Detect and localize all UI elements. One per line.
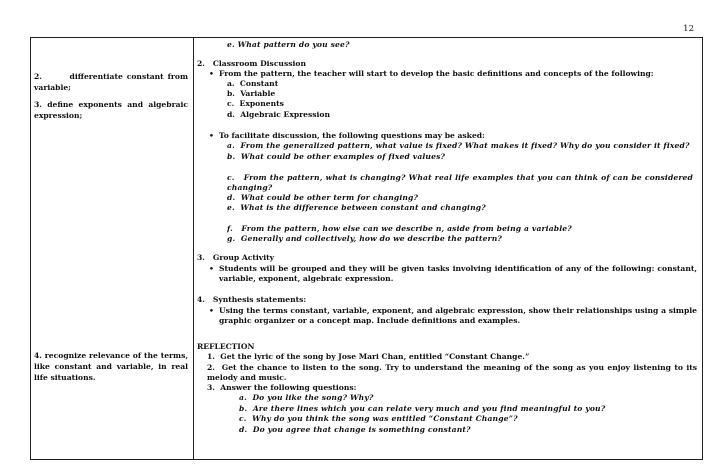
reflection-item-1: 1. Get the lyric of the song by Jose Mari Chan, entitled “Constant Change.” bbox=[207, 352, 530, 361]
question-c: c. From the pattern, what is changing? What real life examples that you can think of can be considered changing? bbox=[227, 173, 693, 193]
question-pattern: e. What pattern do you see? bbox=[227, 40, 350, 49]
question-f: f. From the pattern, how else can we describe n, aside from being a variable? bbox=[227, 224, 572, 233]
question-d: d. What could be other term for changing? bbox=[227, 193, 419, 202]
concept-algebraic-expression: d. Algebraic Expression bbox=[227, 110, 331, 119]
concept-constant: a. Constant bbox=[227, 79, 279, 88]
synthesis-bullet: • Using the terms constant, variable, exponent, and algebraic expression, show their relationships using a simple graphic organizer or a concept map. Include definitions and examples. bbox=[219, 306, 697, 327]
reflection-item-2: 2. Get the chance to listen to the song. Try to understand the meaning of the song as you enjoy listening to its melody and music. bbox=[207, 363, 697, 383]
classroom-bullet-1: • From the pattern, the teacher will start to develop the basic definitions and concepts of the following: bbox=[219, 69, 654, 79]
classroom-discussion-heading: 2. Classroom Discussion bbox=[197, 59, 306, 68]
reflection-question-d: d. Do you agree that change is something constant? bbox=[239, 425, 471, 434]
concept-exponents: c. Exponents bbox=[227, 99, 284, 108]
lesson-plan-table bbox=[30, 37, 703, 460]
question-e: e. What is the difference between constant and changing? bbox=[227, 203, 486, 212]
reflection-question-c: c. Why do you think the song was entitled “Constant Change”? bbox=[239, 414, 518, 423]
question-b: b. What could be other examples of fixed values? bbox=[227, 152, 446, 161]
objective-3: 3. define exponents and algebraic expression; bbox=[34, 100, 188, 120]
concept-variable: b. Variable bbox=[227, 89, 276, 98]
reflection-item-3: 3. Answer the following questions: bbox=[207, 383, 357, 392]
reflection-heading: REFLECTION bbox=[197, 342, 255, 351]
synthesis-heading: 4. Synthesis statements: bbox=[197, 295, 307, 304]
reflection-question-b: b. Are there lines which you can relate very much and you find meaningful to you? bbox=[239, 404, 606, 413]
group-activity-heading: 3. Group Activity bbox=[197, 253, 275, 262]
reflection-question-a: a. Do you like the song? Why? bbox=[239, 393, 374, 402]
objective-2: 2. differentiate constant from variable; bbox=[34, 72, 188, 92]
page-number: 12 bbox=[683, 24, 694, 34]
classroom-bullet-2: • To facilitate discussion, the following questions may be asked: bbox=[219, 131, 485, 141]
objective-4: 4. recognize relevance of the terms, like constant and variable, in real life situations. bbox=[34, 351, 188, 382]
group-activity-bullet: • Students will be grouped and they will be given tasks involving identification of any of the following: constant, variable, exponent, algebraic expression. bbox=[219, 264, 697, 285]
column-divider bbox=[193, 38, 194, 459]
question-g: g. Generally and collectively, how do we describe the pattern? bbox=[227, 234, 502, 243]
question-a: a. From the generalized pattern, what value is fixed? What makes it fixed? Why do you consider it fixed? bbox=[227, 141, 690, 150]
